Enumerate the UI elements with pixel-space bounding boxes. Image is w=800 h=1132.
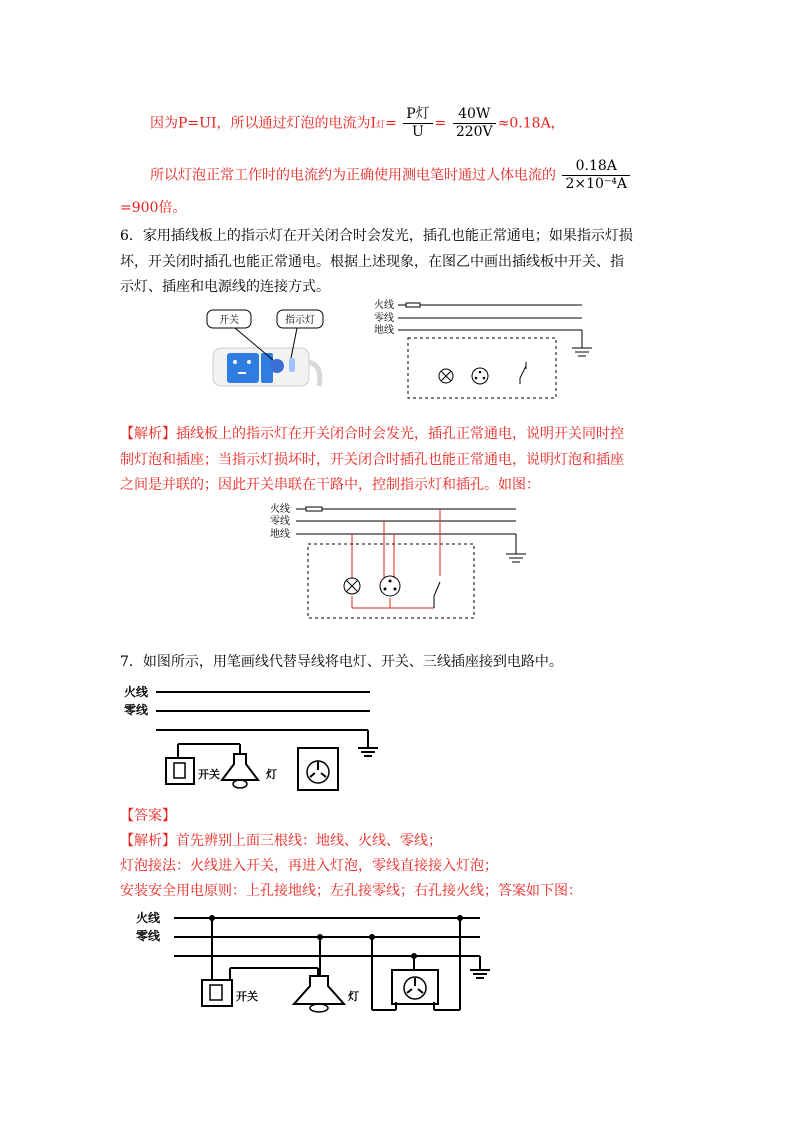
switch-button <box>270 359 284 373</box>
fraction-denominator: U <box>412 124 424 140</box>
formula-line-2 <box>150 158 632 193</box>
fuse <box>406 303 420 307</box>
q6-text-1: 6．家用插线板上的指示灯在开关闭合时会发光，插孔也能正常通电；如果指示灯损 <box>120 228 633 244</box>
q7-lamp <box>222 754 258 780</box>
q6-text-3: 示灯、插座和电源线的连接方式。 <box>120 279 330 295</box>
formula-result: ≈0.18A， <box>497 115 565 132</box>
switch-label: 开关 <box>219 315 239 326</box>
q6-analysis-3: 之间是并联的；因此开关串联在干路中，控制指示灯和插孔。如图： <box>120 477 540 493</box>
answer-neutral-label: 零线 <box>270 516 290 527</box>
answer-lamp-label: 灯 <box>348 990 359 1003</box>
fraction-numerator-40w: 40W <box>453 106 496 124</box>
formula-line-2-text: 所以灯泡正常工作时的电流约为正确使用测电笔时通过人体电流的 <box>150 167 556 184</box>
q7-answer-neutral-label: 零线 <box>136 929 161 943</box>
live-wire-label: 火线 <box>374 300 394 311</box>
q7-switch-label: 开关 <box>198 768 220 781</box>
q7-live-label: 火线 <box>124 685 149 699</box>
answer-switch-label: 开关 <box>236 990 258 1003</box>
q7-analysis-3: 安装安全用电原则：上孔接地线；左孔接零线；右孔接火线；答案如下图： <box>120 883 582 899</box>
q6-circuit-question <box>370 296 610 402</box>
socket-symbol <box>472 368 488 384</box>
answer-switch <box>202 980 232 1006</box>
earth-wire-label: 地线 <box>374 325 394 336</box>
formula-line-1 <box>150 106 565 141</box>
q7-text: 7．如图所示，用笔画线代替导线将电灯、开关、三线插座接到电路中。 <box>120 654 563 670</box>
power-strip-figure <box>205 306 325 392</box>
fraction-ratio <box>562 158 630 193</box>
answer-earth-label: 地线 <box>270 529 290 540</box>
q7-circuit-question <box>122 680 384 796</box>
fraction-values <box>453 106 496 141</box>
q7-answer-label: 【答案】 <box>120 808 176 824</box>
answer-lamp <box>294 976 344 1004</box>
fraction-denominator-220v: 220V <box>455 124 493 140</box>
indicator-label: 指示灯 <box>285 315 315 326</box>
ratio-denominator: 2×10⁻⁴A <box>565 176 628 192</box>
fraction-numerator: P灯 <box>403 106 432 124</box>
formula-line-1-text: 因为P=UI，所以通过灯泡的电流为I <box>150 115 377 132</box>
indicator-led <box>289 358 295 372</box>
answer-live-label: 火线 <box>270 504 290 515</box>
q7-analysis-1: 【解析】首先辨别上面三根线：地线、火线、零线； <box>120 833 442 849</box>
q6-analysis-2: 制灯泡和插座；当指示灯损坏时，开关闭合时插孔也能正常通电，说明灯泡和插座 <box>120 452 624 468</box>
q7-answer-live-label: 火线 <box>136 911 161 925</box>
formula-line-3: =900倍。 <box>120 200 187 216</box>
answer-red-wiring <box>352 509 440 608</box>
neutral-wire-label: 零线 <box>374 313 394 324</box>
q7-lamp-label: 灯 <box>266 768 277 781</box>
ratio-numerator: 0.18A <box>562 158 630 176</box>
equals-sign: = <box>385 115 397 132</box>
current-subscript: 灯 <box>376 120 386 131</box>
q7-circuit-answer <box>134 906 494 1024</box>
q6-text-2: 坏，开关闭时插孔也能正常通电。根据上述现象，在图乙中画出插线板中开关、指 <box>120 254 624 270</box>
q7-neutral-label: 零线 <box>124 703 149 717</box>
q7-analysis-2: 灯泡接法：火线进入开关，再进入灯泡，零线直接接入灯泡； <box>120 858 498 874</box>
fraction-power-voltage <box>403 106 432 141</box>
equals-sign-2: = <box>434 115 447 132</box>
q7-switch <box>166 758 194 784</box>
power-cord <box>309 362 320 386</box>
q6-analysis-1: 【解析】插线板上的指示灯在开关闭合时会发光，插孔正常通电，说明开关同时控 <box>120 426 624 442</box>
q6-circuit-answer <box>268 500 528 620</box>
socket-blue <box>227 353 259 383</box>
